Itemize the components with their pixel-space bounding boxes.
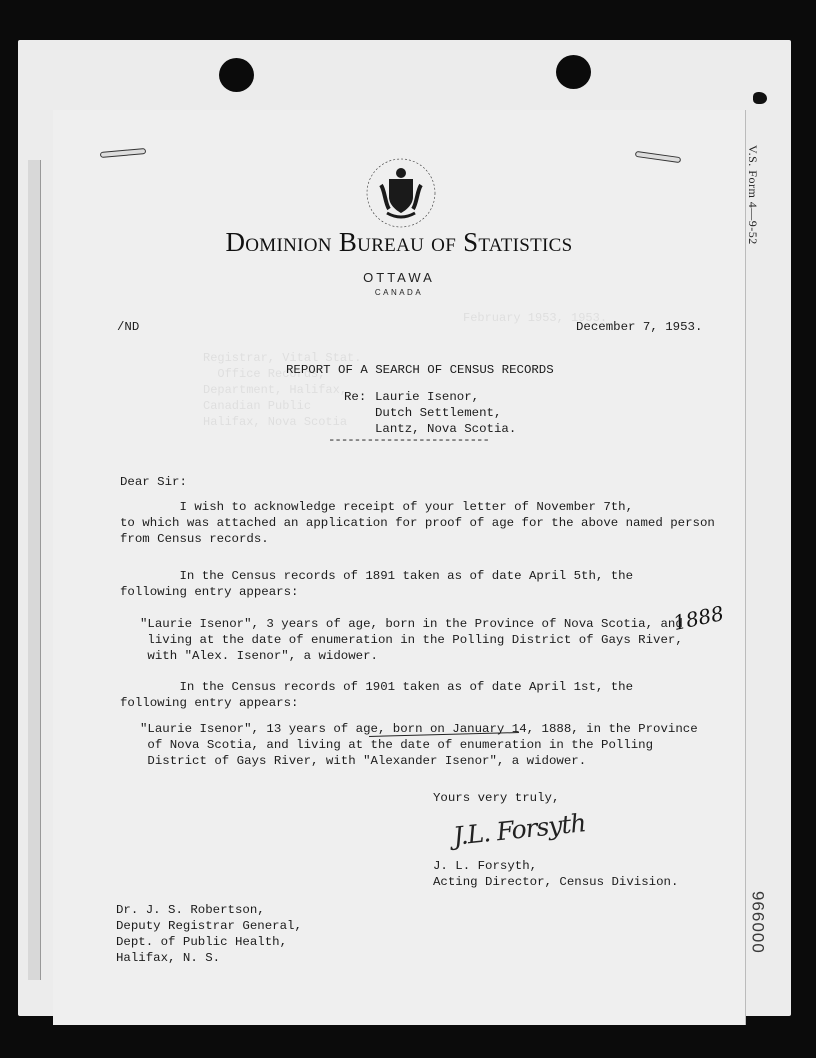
reference-initials: /ND (117, 320, 140, 334)
punch-hole-right (556, 55, 591, 89)
closing: Yours very truly, (433, 791, 560, 805)
bleed-through-text: Registrar, Vital Stat. Office Records, Department, Halifax, Canadian Public Halifax, Nova Scotia (203, 351, 362, 429)
letterhead-city: OTTAWA (363, 270, 435, 285)
form-number: V.S. Form 4—9-52 (746, 145, 760, 245)
signature: J.L. Forsyth (451, 808, 587, 851)
subject-rule: ------------------------- (328, 433, 489, 447)
letter-date: December 7, 1953. (576, 320, 703, 334)
letterhead-country: CANADA (374, 288, 424, 297)
punch-hole-left (219, 58, 254, 92)
organization-name: Dominion Bureau of Statistics (225, 227, 573, 257)
report-title: REPORT OF A SEARCH OF CENSUS RECORDS (286, 363, 554, 377)
paragraph-1901-census: In the Census records of 1901 taken as of date April 1st, the following entry appears: (120, 680, 634, 710)
paragraph-1891-census: In the Census records of 1891 taken as of date April 5th, the following entry appears: (120, 569, 634, 599)
staple-left (100, 148, 146, 158)
coat-of-arms-crest-icon (363, 155, 439, 231)
archive-stamp-number: 000996 (749, 890, 768, 953)
subject-label: Re: (344, 390, 367, 404)
recipient-address: Dr. J. S. Robertson, Deputy Registrar General, Dept. of Public Health, Halifax, N. S. (116, 903, 302, 965)
salutation: Dear Sir: (120, 475, 187, 489)
paper-tear-mark (753, 92, 767, 104)
subject-lines: Laurie Isenor, Dutch Settlement, Lantz, Nova Scotia. (375, 390, 517, 436)
bleed-through-text: February 1953, 1953. (463, 311, 608, 325)
handwritten-year-annotation: 1888 (671, 600, 726, 636)
census-entry-1901: "Laurie Isenor", 13 years of age, born on January 14, 1888, in the Province of Nova Scotia, and living at the date of enumeration in the Polling District of Gays River, with "Alexander Isenor", a widower. (140, 722, 698, 768)
letter-sheet (53, 110, 745, 1025)
signer-block: J. L. Forsyth, Acting Director, Census Division. (433, 859, 679, 889)
sheet-edge (28, 160, 41, 980)
census-entry-1891: "Laurie Isenor", 3 years of age, born in the Province of Nova Scotia, and living at the date of enumeration in the Polling District of Gays River, with "Alex. Isenor", a widower. (140, 617, 683, 663)
staple-right (635, 151, 681, 163)
paragraph-acknowledgement: I wish to acknowledge receipt of your letter of November 7th, to which was attached an application for proof of age for the above named person from Census records. (120, 500, 715, 546)
